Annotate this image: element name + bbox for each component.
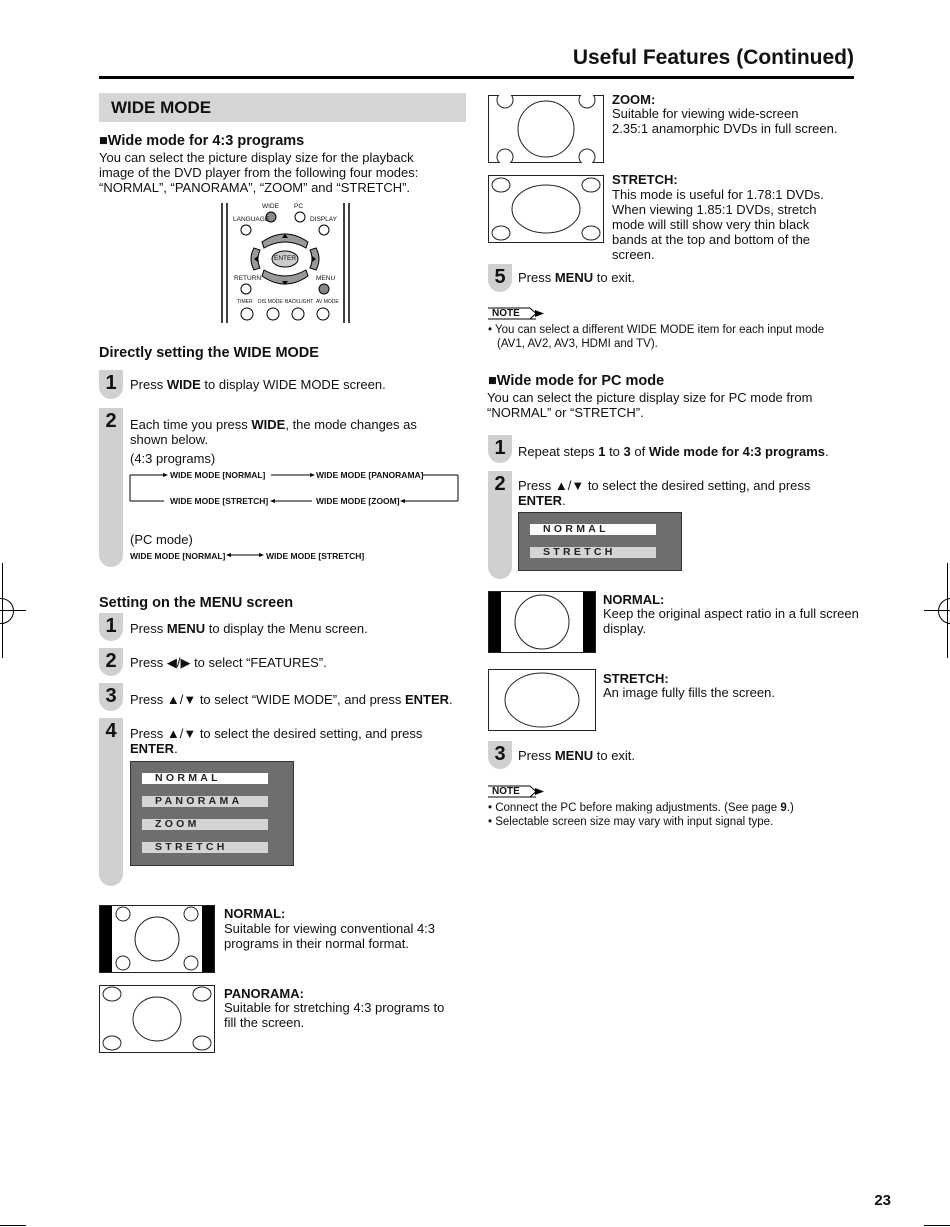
mode-panorama-desc: Suitable for stretching 4:3 programs to fill the screen. xyxy=(224,1000,445,1030)
widepc-heading: ■Wide mode for PC mode xyxy=(488,373,665,389)
widepc-step3-text: Press MENU to exit. xyxy=(518,748,636,763)
remote-language-label: LANGUAGE xyxy=(233,216,270,223)
page-title: Useful Features (Continued) xyxy=(572,46,854,69)
screen-pc-normal xyxy=(488,591,596,653)
remote-avmode-label: AV MODE xyxy=(316,299,339,305)
remote-pc-label: PC xyxy=(294,203,304,210)
direct-step1-text: Press WIDE to display WIDE MODE screen. xyxy=(130,377,386,392)
section-title: WIDE MODE xyxy=(111,98,212,117)
screen-zoom xyxy=(488,95,604,163)
screen-pc-stretch xyxy=(488,669,596,731)
wide43-intro xyxy=(99,150,418,195)
crop-mark-bottom-left xyxy=(0,1225,26,1226)
direct-heading: Directly setting the WIDE MODE xyxy=(99,345,319,361)
crop-mark-right-vertical xyxy=(947,563,948,658)
menu-step3-text: Press ▲/▼ to select “WIDE MODE”, and press ENTER. xyxy=(130,692,453,707)
registration-mark-right xyxy=(938,598,950,624)
remote-enter-label: ENTER xyxy=(274,255,297,262)
note1-text: • You can select a different WIDE MODE item for each input mode (AV1, AV2, AV3, HDMI and TV). xyxy=(488,324,825,350)
mode-zoom-desc: Suitable for viewing wide-screen 2.35:1 anamorphic DVDs in full screen. xyxy=(612,106,838,136)
step-number: 1 xyxy=(99,370,123,399)
intro-line: “NORMAL”, “PANORAMA”, “ZOOM” and “STRETCH”. xyxy=(99,180,411,195)
crop-mark-left-vertical xyxy=(2,563,3,658)
osd-item-normal[interactable]: NORMAL xyxy=(530,524,656,535)
pc-diagram-stretch: WIDE MODE [STRETCH] xyxy=(266,551,365,561)
menu-heading: Setting on the MENU screen xyxy=(99,595,294,611)
osd-item-stretch[interactable]: STRETCH xyxy=(142,842,268,853)
remote-return-label: RETURN xyxy=(234,275,262,282)
intro-line: image of the DVD player from the following four modes: xyxy=(99,165,419,180)
pc-mode-label: (PC mode) xyxy=(130,532,193,547)
pc-normal-title: NORMAL: xyxy=(603,592,665,607)
remote-backlight-label: BACKLIGHT xyxy=(285,299,314,305)
remote-timer-label: TIMER xyxy=(237,299,253,305)
screen-stretch xyxy=(488,175,604,243)
crop-mark-bottom-right xyxy=(924,1225,950,1226)
page-number: 23 xyxy=(874,1192,891,1209)
menu-step1-text: Press MENU to display the Menu screen. xyxy=(130,621,368,636)
step-number: 1 xyxy=(488,435,512,463)
direct-step2-text: Each time you press WIDE, the mode changes as shown below. (4:3 programs) xyxy=(130,417,417,466)
widepc-step1-text: Repeat steps 1 to 3 of Wide mode for 4:3 programs. xyxy=(518,444,829,459)
mode-stretch-title: STRETCH: xyxy=(612,172,678,187)
step-number: 5 xyxy=(488,264,512,292)
note2-label: NOTE xyxy=(492,786,520,797)
step5-text: Press MENU to exit. xyxy=(518,270,636,285)
step-number: 2 xyxy=(99,648,123,676)
mode-panorama-title: PANORAMA: xyxy=(224,986,304,1001)
osd-item-zoom[interactable]: ZOOM xyxy=(142,819,268,830)
pc-stretch-desc: An image fully fills the screen. xyxy=(603,685,775,700)
screen-panorama xyxy=(99,985,215,1053)
section-bar xyxy=(99,93,466,122)
widepc-intro: You can select the picture display size for PC mode from “NORMAL” or “STRETCH”. xyxy=(487,390,813,420)
step-number: 1 xyxy=(99,613,123,641)
remote-display-label: DISPLAY xyxy=(310,216,337,223)
remote-wide-label: WIDE xyxy=(262,203,279,210)
diagram-zoom: WIDE MODE [ZOOM] xyxy=(316,496,400,506)
note1-label: NOTE xyxy=(492,308,520,319)
remote-menu-label: MENU xyxy=(316,275,336,282)
wide43-heading: ■Wide mode for 4:3 programs xyxy=(99,133,305,149)
diagram-panorama: WIDE MODE [PANORAMA] xyxy=(316,470,424,480)
osd-pc-wide-mode-menu xyxy=(518,512,682,571)
pc-stretch-title: STRETCH: xyxy=(603,671,669,686)
step-number: 3 xyxy=(488,741,512,769)
pc-diagram-normal: WIDE MODE [NORMAL] xyxy=(130,551,226,561)
step-number: 4 xyxy=(99,718,123,886)
step-number: 2 xyxy=(99,408,123,567)
menu-step4-text: Press ▲/▼ to select the desired setting, and press ENTER. xyxy=(130,726,423,756)
mode-stretch-desc: This mode is useful for 1.78:1 DVDs. When viewing 1.85:1 DVDs, stretch mode will still show very thin black bands at the top and bottom of the screen. xyxy=(612,187,824,262)
diagram-stretch: WIDE MODE [STRETCH] xyxy=(170,496,269,506)
osd-item-panorama[interactable]: PANORAMA xyxy=(142,796,268,807)
mode-normal-title: NORMAL: xyxy=(224,906,286,921)
header-rule xyxy=(99,76,854,79)
note2-text: • Connect the PC before making adjustments. (See page 9.) • Selectable screen size may vary with input signal type. xyxy=(488,802,794,828)
menu-step2-text: Press ◀/▶ to select “FEATURES”. xyxy=(130,655,327,670)
widepc-step2-text: Press ▲/▼ to select the desired setting, and press ENTER. xyxy=(518,478,811,508)
intro-line: You can select the picture display size for the playback xyxy=(99,150,414,165)
osd-wide-mode-menu xyxy=(130,761,294,866)
mode-zoom-title: ZOOM: xyxy=(612,92,656,107)
osd-item-stretch[interactable]: STRETCH xyxy=(530,547,656,558)
screen-normal-43 xyxy=(99,905,215,973)
pc-diagram-arrow xyxy=(225,550,265,560)
pc-normal-desc: Keep the original aspect ratio in a full screen display. xyxy=(603,606,859,636)
mode-normal-desc: Suitable for viewing conventional 4:3 programs in their normal format. xyxy=(224,921,436,951)
step-number: 3 xyxy=(99,683,123,711)
diagram-normal: WIDE MODE [NORMAL] xyxy=(170,470,266,480)
osd-item-normal[interactable]: NORMAL xyxy=(142,773,268,784)
step-number: 2 xyxy=(488,471,512,579)
remote-dismode-label: DIS MODE xyxy=(258,299,283,305)
